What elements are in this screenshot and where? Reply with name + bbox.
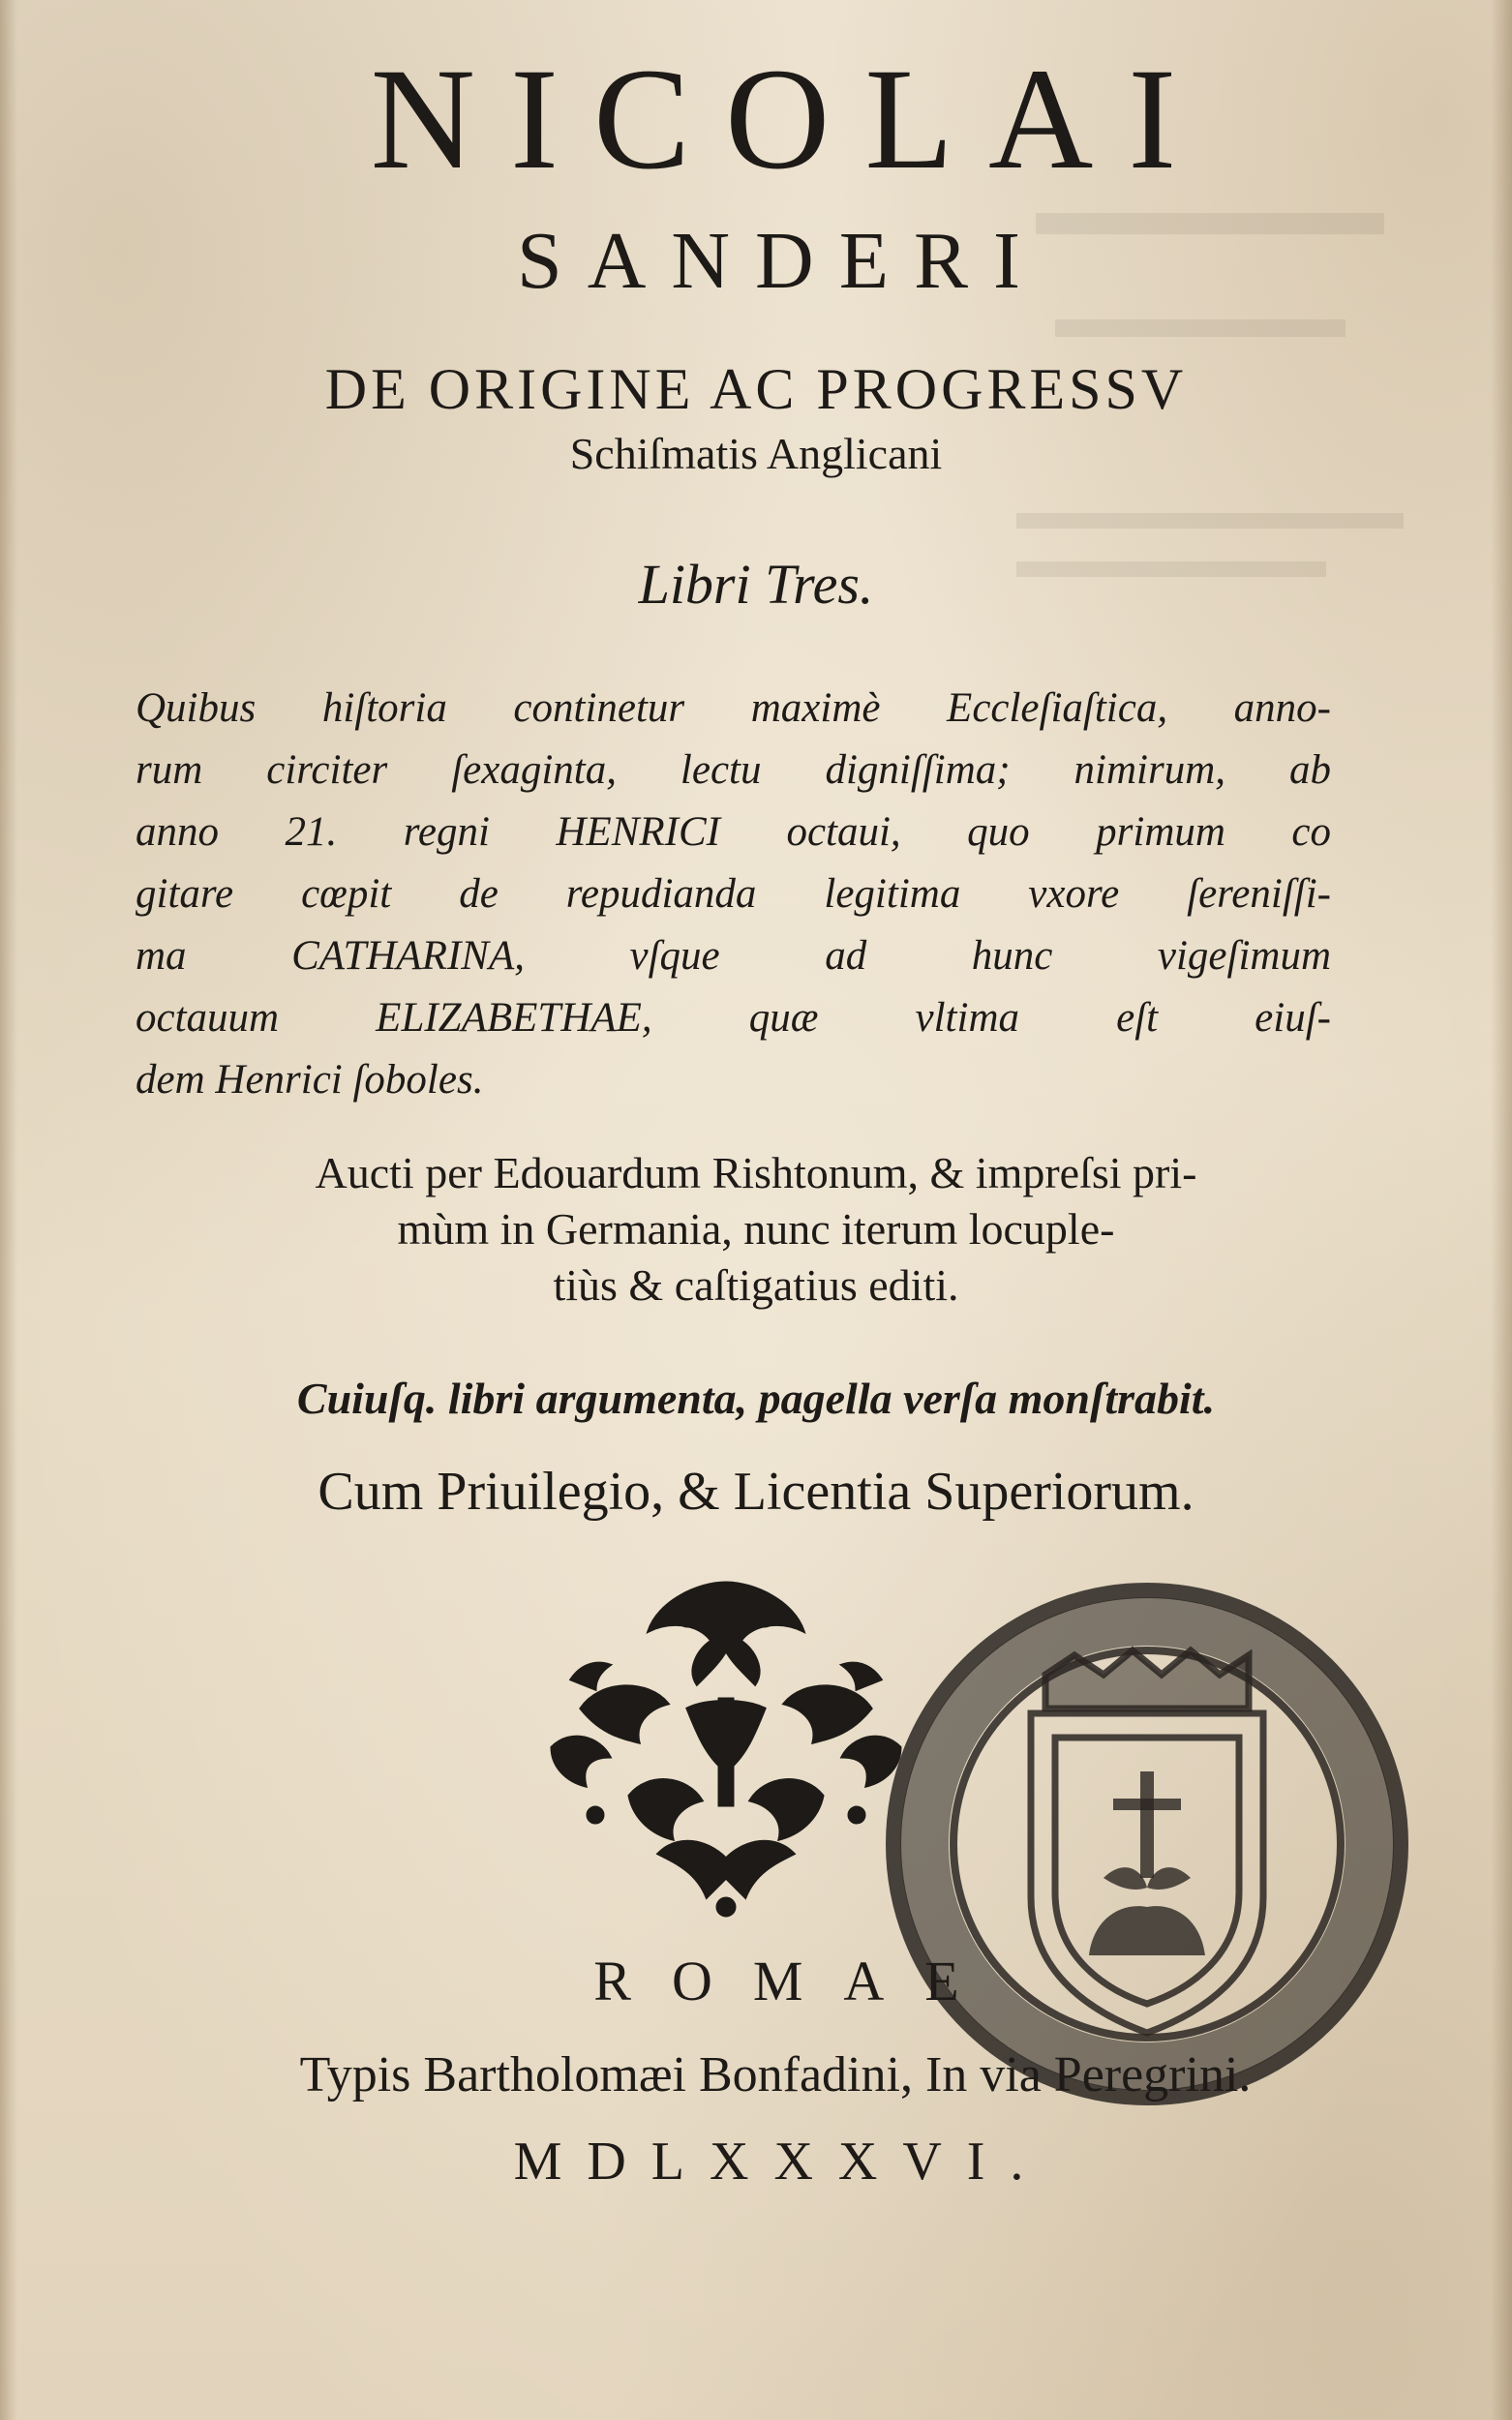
imprint-city: ROMAE: [593, 1950, 1000, 2012]
work-subtitle: Schiſmatis Anglicani: [569, 429, 943, 478]
edition-note: [0, 1145, 1512, 1314]
books-count: Libri Tres.: [638, 553, 874, 616]
edition-line: tiùs & caſtigatius editi.: [553, 1260, 959, 1310]
description-line: rum circiter ſexaginta, lectu digniſſima; nimirum, ab: [136, 747, 1331, 793]
edition-line: Aucti per Edouardum Rishtonum, & impreſsi pri-: [315, 1148, 1197, 1197]
description-line: gitare cœpit de repudianda legitima vxore ſereniſſi-: [136, 871, 1331, 917]
fleuron-ornament: [542, 1563, 910, 1926]
stamp-cross-icon: [1089, 1771, 1205, 1955]
author-first-name: NICOLAI: [370, 39, 1212, 199]
description-line: anno 21. regni HENRICI octaui, quo primum co: [136, 809, 1331, 855]
imprint-printer: Typis Bartholomæi Bonfadini, In via Peregrini.: [299, 2047, 1252, 2102]
author-surname: SANDERI: [516, 216, 1045, 306]
description-line: octauum ELIZABETHAE, quæ vltima eſt eiuſ-: [136, 995, 1331, 1041]
description-line: dem Henrici ſoboles.: [136, 1057, 484, 1103]
imprint-year: MDLXXXVI.: [513, 2132, 1049, 2192]
work-title: DE ORIGINE AC PROGRESSV: [324, 357, 1188, 421]
description-paragraph: [136, 678, 1331, 1111]
library-stamp: [881, 1578, 1413, 2110]
description-line: Quibus hiſtoria continetur maximè Eccleſiaſtica, anno-: [136, 685, 1331, 731]
arguments-note: Cuiuſq. libri argumenta, pagella verſa monſtrabit.: [296, 1374, 1216, 1423]
edition-line: mùm in Germania, nunc iterum locuple-: [397, 1204, 1115, 1254]
privilege-line: Cum Priuilegio, & Licentia Superiorum.: [318, 1462, 1194, 1522]
description-line: ma CATHARINA, vſque ad hunc vigeſimum: [136, 933, 1331, 979]
